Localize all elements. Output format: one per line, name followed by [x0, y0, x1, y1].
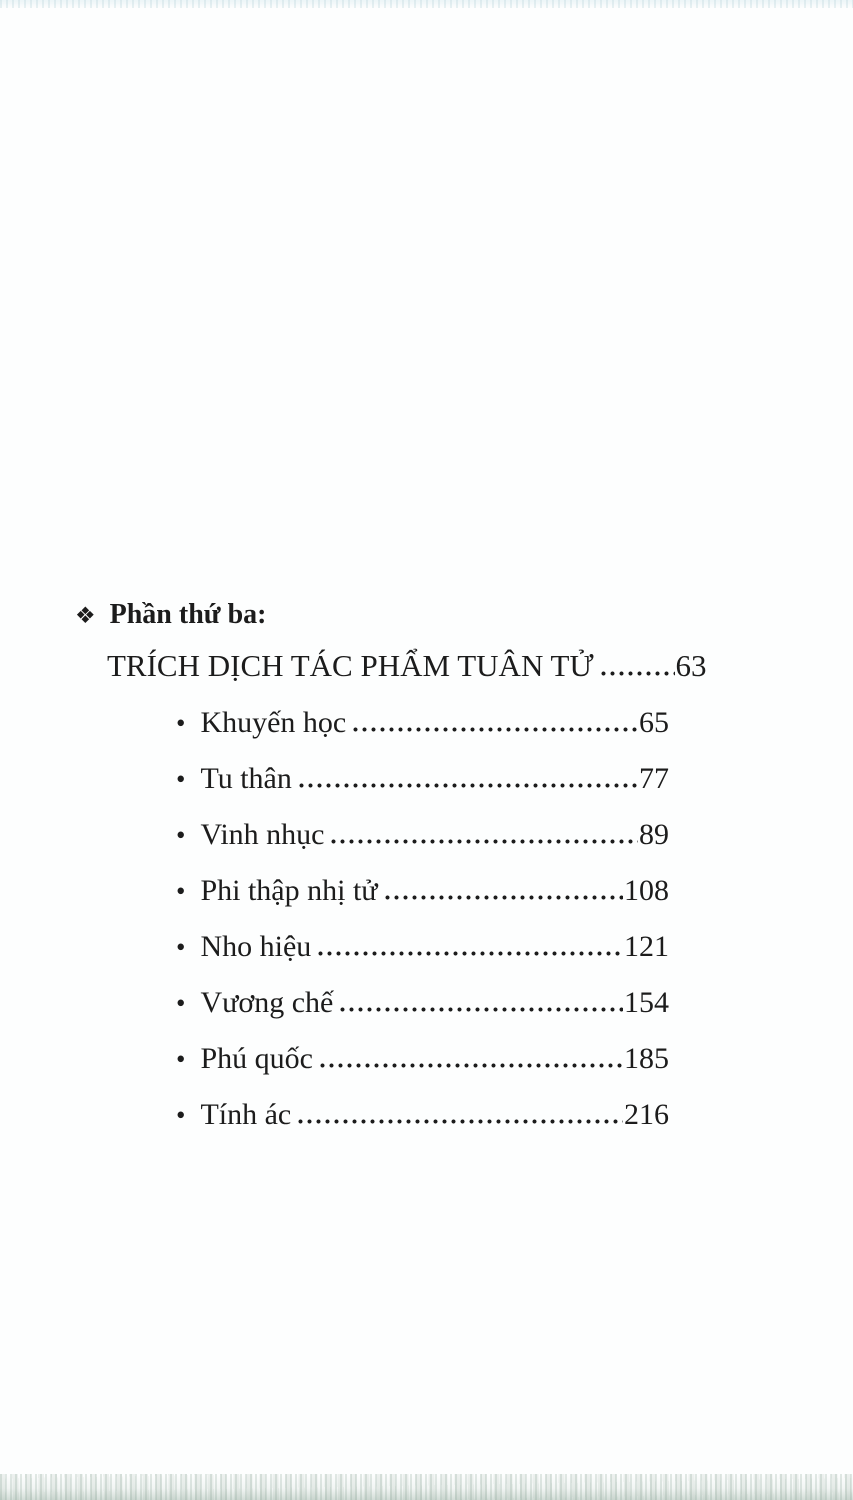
table-of-contents	[75, 598, 707, 1153]
toc-entry-page-number: 185	[624, 1042, 669, 1076]
toc-entry-page-number: 65	[639, 706, 669, 740]
toc-entry	[176, 761, 669, 797]
dot-leader	[385, 895, 623, 900]
bullet-icon: •	[176, 876, 186, 907]
bullet-icon: •	[176, 820, 186, 851]
dot-leader	[320, 1063, 623, 1068]
toc-entry	[176, 817, 669, 853]
toc-entry-page-number: 77	[639, 762, 669, 796]
toc-entry-page-number: 216	[624, 1098, 669, 1132]
scan-artifact-bottom-edge	[0, 1474, 853, 1500]
bullet-icon: •	[176, 1044, 186, 1075]
toc-entry	[176, 1041, 669, 1077]
dot-leader	[601, 671, 675, 676]
toc-entry-page-number: 89	[639, 818, 669, 852]
toc-entry	[176, 929, 669, 965]
bullet-icon: •	[176, 1100, 186, 1131]
toc-entry	[176, 873, 669, 909]
diamond-marker-icon: ❖	[75, 603, 96, 628]
toc-entry-label: Vinh nhục	[200, 818, 325, 852]
part-title-row	[107, 647, 707, 686]
bullet-icon: •	[176, 932, 186, 963]
dot-leader	[340, 1007, 623, 1012]
scan-artifact-top-edge	[0, 0, 853, 8]
part-title: TRÍCH DỊCH TÁC PHẨM TUÂN TỬ	[107, 647, 594, 683]
toc-entry-label: Vương chế	[200, 986, 334, 1020]
toc-entry	[176, 985, 669, 1021]
section-heading-line	[75, 598, 669, 632]
bullet-icon: •	[176, 764, 186, 795]
dot-leader	[298, 1119, 623, 1124]
toc-entry-page-number: 108	[624, 874, 669, 908]
toc-entry-label: Phú quốc	[200, 1042, 313, 1076]
toc-entry	[176, 705, 669, 741]
dot-leader	[331, 839, 638, 844]
part-title-page-number: 63	[675, 647, 707, 683]
bullet-icon: •	[176, 988, 186, 1019]
toc-entry-label: Phi thập nhị tử	[200, 874, 378, 908]
toc-entries	[176, 705, 669, 1133]
toc-entry-page-number: 121	[624, 930, 669, 964]
toc-entry-label: Nho hiệu	[200, 930, 312, 964]
toc-entry-page-number: 154	[624, 986, 669, 1020]
bullet-icon: •	[176, 708, 186, 739]
toc-entry	[176, 1097, 669, 1133]
dot-leader	[299, 783, 638, 788]
toc-entry-label: Tính ác	[200, 1098, 292, 1132]
toc-entry-label: Khuyến học	[200, 706, 347, 740]
section-heading: Phần thứ ba:	[109, 599, 267, 630]
dot-leader	[353, 727, 638, 732]
toc-entry-label: Tu thân	[200, 762, 292, 796]
dot-leader	[318, 951, 623, 956]
